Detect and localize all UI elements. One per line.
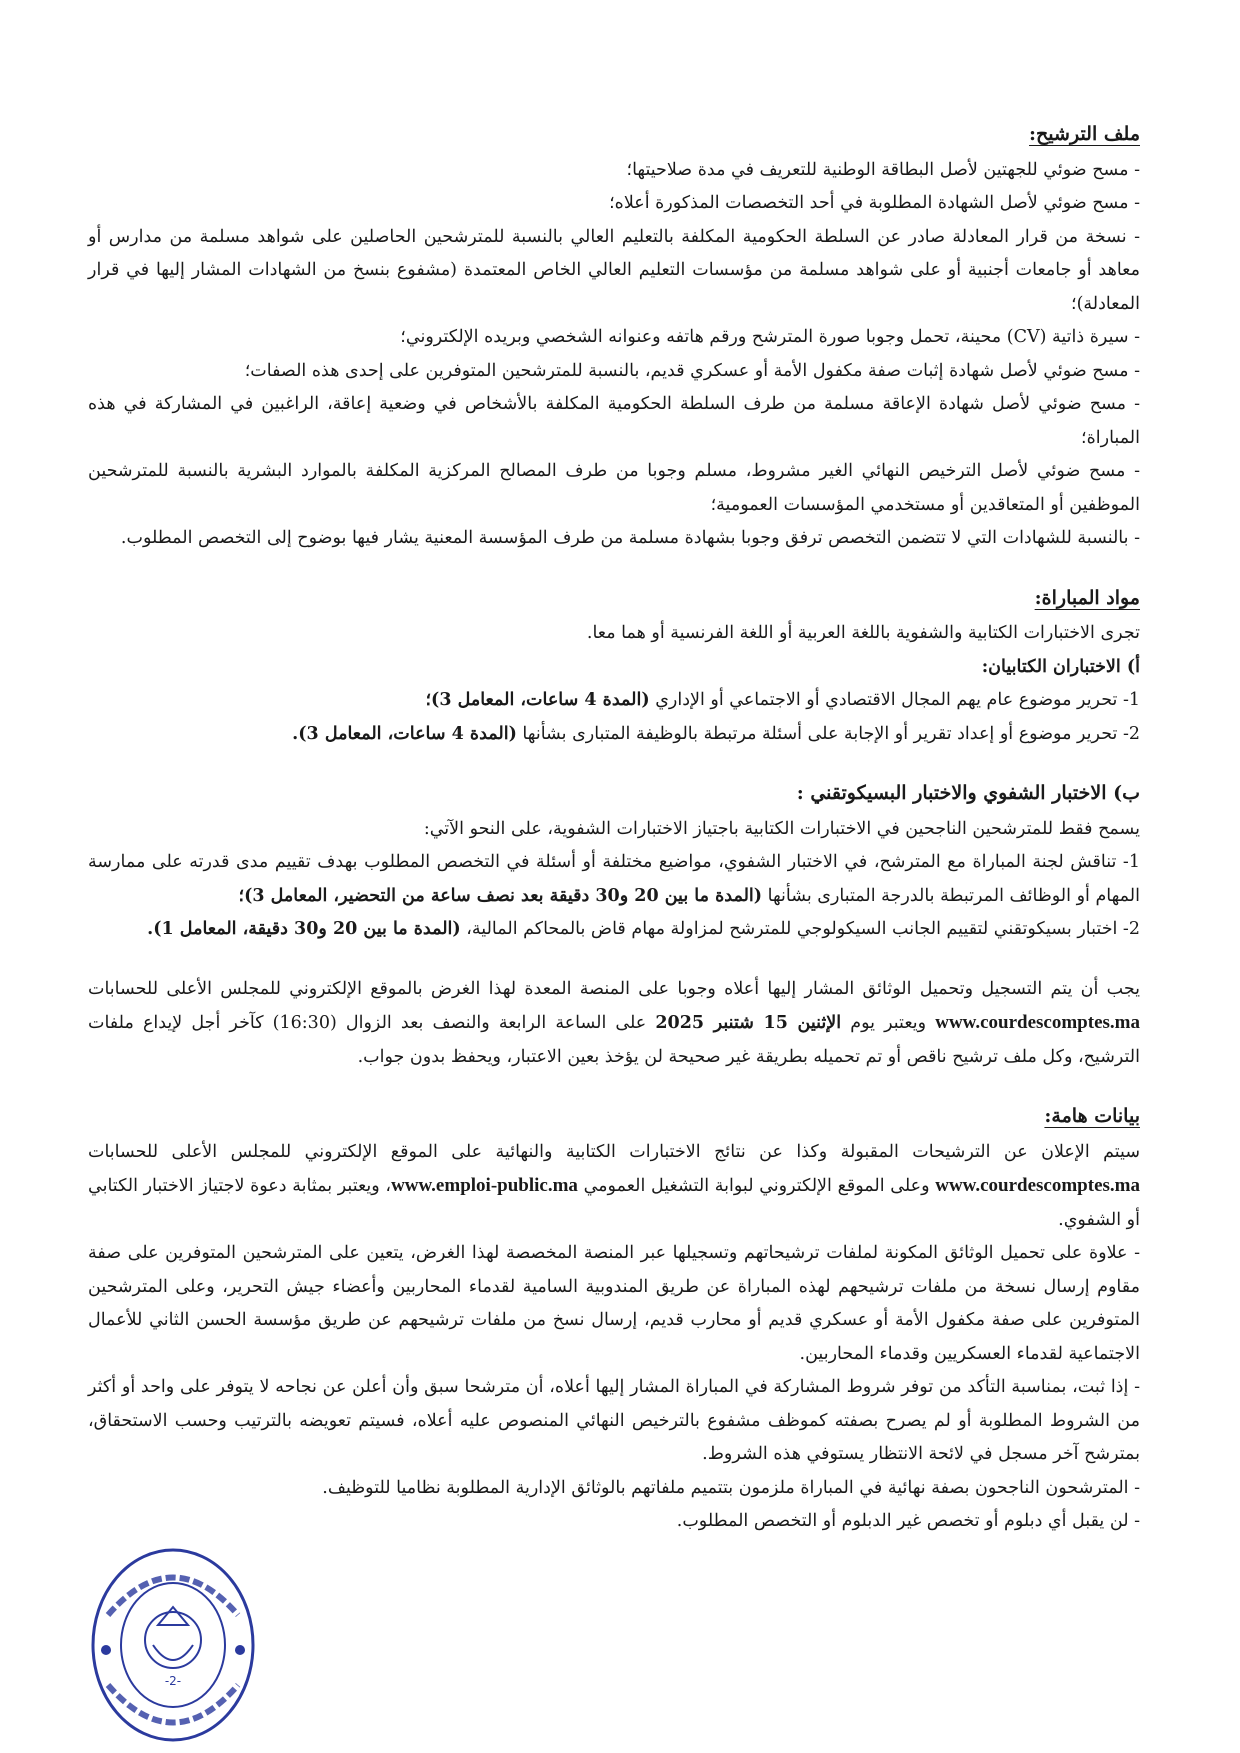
paragraph [88,718,1140,752]
bold-text: (المدة ما بين 20 و30 دقيقة بعد نصف ساعة من التحضير، المعامل 3)؛ [238,885,763,906]
section [88,582,1140,752]
paragraph [88,973,1140,1075]
text: يجب أن يتم التسجيل وتحميل الوثائق المشار إليها أعلاه وجوبا على المنصة المعدة لهذا الغرض بالموقع الإلكتروني للمجلس الأعلى للحسابات [88,978,1140,999]
section [88,118,1140,556]
text: تجرى الاختبارات الكتابية والشفوية باللغة العربية أو اللغة الفرنسية أو هما معا. [586,623,1140,643]
section [88,973,1140,1075]
paragraph [88,221,1140,322]
text: - لن يقبل أي دبلوم أو تخصص غير الدبلوم أو التخصص المطلوب. [676,1511,1140,1531]
text: سيتم الإعلان عن الترشيحات المقبولة وكذا عن نتائج الاختبارات الكتابية والنهائية على الموقع الإلكتروني للمجلس الأعلى للحسابات [88,1141,1140,1162]
section-heading: مواد المباراة: [1034,586,1140,609]
paragraph [88,388,1140,455]
section-heading: ب) الاختبار الشفوي والاختبار البسيكوتقني : [796,782,1140,804]
paragraph [88,1472,1140,1506]
paragraph [88,813,1140,847]
section [88,1100,1140,1539]
text: 1- تحرير موضوع عام يهم المجال الاقتصادي أو الاجتماعي أو الإداري [649,690,1140,710]
text: ، ويعتبر بمثابة دعوة لاجتياز الاختبار الكتابي أو الشفوي. [88,1176,1140,1230]
text: - مسح ضوئي لأصل الشهادة المطلوبة في أحد التخصصات المذكورة أعلاه؛ [609,193,1140,213]
text: - مسح ضوئي لأصل الترخيص النهائي الغير مشروط، مسلم وجوبا من طرف المصالح المركزية المكلفة بالموارد البشرية بالنسبة للمترشحين الموظفين أو المتعاقدين أو مستخدمي المؤسسات العمومية؛ [88,461,1140,515]
text: - المترشحون الناجحون بصفة نهائية في المباراة ملزمون بتتميم ملفاتهم بالوثائق الإدارية المطلوبة نظاميا للتوظيف. [322,1477,1140,1498]
text: - بالنسبة للشهادات التي لا تتضمن التخصص ترفق وجوبا بشهادة مسلمة من طرف المؤسسة المعنية يشار فيها بوضوح إلى التخصص المطلوب. [120,528,1140,548]
paragraph [88,455,1140,522]
paragraph [88,154,1140,188]
text: - مسح ضوئي للجهتين لأصل البطاقة الوطنية للتعريف في مدة صلاحيتها؛ [626,159,1140,180]
paragraph [88,913,1140,947]
text: - علاوة على تحميل الوثائق المكونة لملفات ترشيحاتهم وتسجيلها عبر المنصة المخصصة لهذا الغرض، يتعين على المترشحين المتوفرين على صفة مقاوم إرسال نسخة من ملفات ترشيحهم لهذه المباراة عن طريق المندوبية السامية لقدماء المحاربين وأعضاء جيش التحرير، وعلى المترشحين المتوفرين على صفة مكفول الأمة أو عسكري قديم أو محارب قديم، إرسال نسخ من ملفات ترشيحهم عن طريق مؤسسة الحسن الثاني للأعمال الاجتماعية لقدماء العسكريين وقدماء المحاربين. [88,1243,1140,1364]
text: ويعتبر يوم [841,1013,936,1033]
paragraph [88,617,1140,651]
text: - سيرة ذاتية (CV) محينة، تحمل وجوبا صورة المترشح ورقم هاتفه وعنوانه الشخصي وبريده الإلكتروني؛ [400,327,1140,347]
text: 2- تحرير موضوع أو إعداد تقرير أو الإجابة على أسئلة مرتبطة بالوظيفة المتبارى بشأنها [516,723,1140,744]
section-heading: بيانات هامة: [1044,1105,1140,1127]
official-stamp [88,1545,258,1745]
bold-text: الإثنين 15 شتنبر 2025 [655,1013,842,1033]
bold-text: (المدة ما بين 20 و30 دقيقة، المعامل 1). [147,919,461,939]
website-link[interactable]: www.courdescomptes.ma [935,1012,1140,1033]
paragraph [88,321,1140,355]
section [88,777,1140,947]
paragraph [88,651,1140,685]
paragraph [88,522,1140,556]
section-heading: ملف الترشيح: [1029,123,1140,145]
text: على الساعة الرابعة والنصف بعد الزوال (16:30) كآخر أجل لإيداع ملفات الترشيح، وكل ملف ترشيح ناقص أو تم تحميله بطريقة غير صحيحة لن يؤخذ بعين الاعتبار، ويحفظ بدون جواب. [88,1013,1140,1067]
bold-text: (المدة 4 ساعات، المعامل 3). [292,723,517,744]
bold-text: أ) الاختباران الكتابيان: [981,656,1140,677]
paragraph [88,1237,1140,1371]
text: - مسح ضوئي لأصل شهادة الإعاقة مسلمة من طرف السلطة الحكومية المكلفة بالأشخاص في وضعية إعاقة، الراغبين في المشاركة في هذه المباراة؛ [88,394,1140,448]
paragraph [88,187,1140,221]
website-link[interactable]: www.emploi-public.ma [391,1175,578,1196]
document-body [88,118,1140,1565]
website-link[interactable]: www.courdescomptes.ma [935,1175,1140,1196]
text: 2- اختبار بسيكوتقني لتقييم الجانب السيكولوجي للمترشح لمزاولة مهام قاض بالمحاكم المالية، [460,919,1140,939]
paragraph [88,846,1140,913]
paragraph [88,684,1140,718]
paragraph [88,1505,1140,1539]
paragraph [88,1371,1140,1472]
svg-text:-2-: -2- [164,1674,182,1688]
paragraph [88,355,1140,389]
text: - إذا ثبت، بمناسبة التأكد من توفر شروط المشاركة في المباراة المشار إليها أعلاه، أن مترشحا سبق وأن أعلن عن نجاحه لا يتوفر على واحد أو أكثر من الشروط المطلوبة أو لم يصرح بصفته كموظف مشفوع بالترخيص النهائي المنصوص عليه أعلاه، فسيتم تعويضه بالترتيب وحسب الاستحقاق، بمترشح آخر مسجل في لائحة الانتظار يستوفي هذه الشروط. [88,1377,1140,1464]
paragraph [88,1136,1140,1238]
text: - مسح ضوئي لأصل شهادة إثبات صفة مكفول الأمة أو عسكري قديم، بالنسبة للمترشحين المتوفرين على إحدى هذه الصفات؛ [244,360,1140,381]
text: - نسخة من قرار المعادلة صادر عن السلطة الحكومية المكلفة بالتعليم العالي بالنسبة للمترشحين الحاصلين على شواهد مسلمة من مدارس أو معاهد أو جامعات أجنبية أو على شواهد مسلمة من مؤسسات التعليم العالي الخاص المعتمدة (مشفوع بنسخ من الشهادات المشار إليها في قرار المعادلة)؛ [88,226,1140,314]
bold-text: (المدة 4 ساعات، المعامل 3)؛ [425,690,650,710]
text: 1- تناقش لجنة المباراة مع المترشح، في الاختبار الشفوي، مواضيع مختلفة أو أسئلة في التخصص المطلوب بهدف تقييم مدى قدرته على ممارسة المهام أو الوظائف المرتبطة بالدرجة المتبارى بشأنها [88,852,1140,906]
text: وعلى الموقع الإلكتروني لبوابة التشغيل العمومي [577,1176,936,1196]
text: يسمح فقط للمترشحين الناجحين في الاختبارات الكتابية باجتياز الاختبارات الشفوية، على النحو الآتي: [423,818,1140,839]
